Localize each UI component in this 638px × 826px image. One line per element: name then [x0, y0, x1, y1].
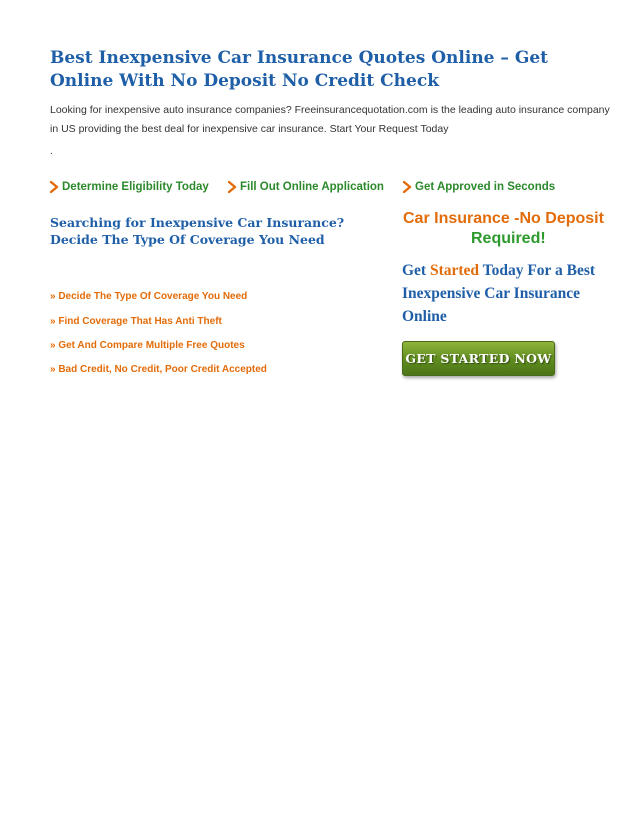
- coverage-link[interactable]: » Bad Credit, No Credit, Poor Credit Accepted: [50, 364, 267, 375]
- promo-text-get: Get: [402, 262, 430, 279]
- chevron-right-icon: [228, 181, 237, 193]
- coverage-link[interactable]: » Get And Compare Multiple Free Quotes: [50, 340, 245, 351]
- promo-title-line2: Required!: [471, 230, 546, 247]
- page-title: Best Inexpensive Car Insurance Quotes Online – Get Online With No Deposit No Credit Check: [50, 48, 549, 91]
- coverage-link[interactable]: » Decide The Type Of Coverage You Need: [50, 291, 248, 302]
- step-label: Get Approved in Seconds: [415, 181, 556, 193]
- coverage-link[interactable]: » Find Coverage That Has Anti Theft: [50, 316, 222, 327]
- step-fill-out-application[interactable]: [228, 181, 384, 193]
- promo-text-started: Started: [429, 262, 480, 279]
- chevron-right-icon: [403, 181, 412, 193]
- promo-text-rest: Today For a Best Inexpensive Car Insurance Online: [402, 262, 596, 325]
- step-label: Determine Eligibility Today: [62, 181, 209, 193]
- get-started-button[interactable]: GET STARTED NOW: [402, 341, 555, 376]
- chevron-right-icon: [50, 181, 59, 193]
- promo-title: [403, 209, 618, 249]
- step-determine-eligibility[interactable]: [50, 181, 209, 193]
- promo-text: [402, 259, 617, 328]
- step-label: Fill Out Online Application: [240, 181, 384, 193]
- promo-title-line1: Car Insurance -No Deposit: [403, 210, 604, 227]
- intro-paragraph: Looking for inexpensive auto insurance companies? Freeinsurancequotation.com is the leading auto insurance company in US providing the best deal for inexpensive car insurance. Start Your Request Today: [50, 104, 610, 135]
- step-get-approved[interactable]: [403, 181, 555, 193]
- separator-dot: .: [50, 146, 53, 157]
- coverage-heading: Searching for Inexpensive Car Insurance? Decide The Type Of Coverage You Need: [50, 215, 345, 247]
